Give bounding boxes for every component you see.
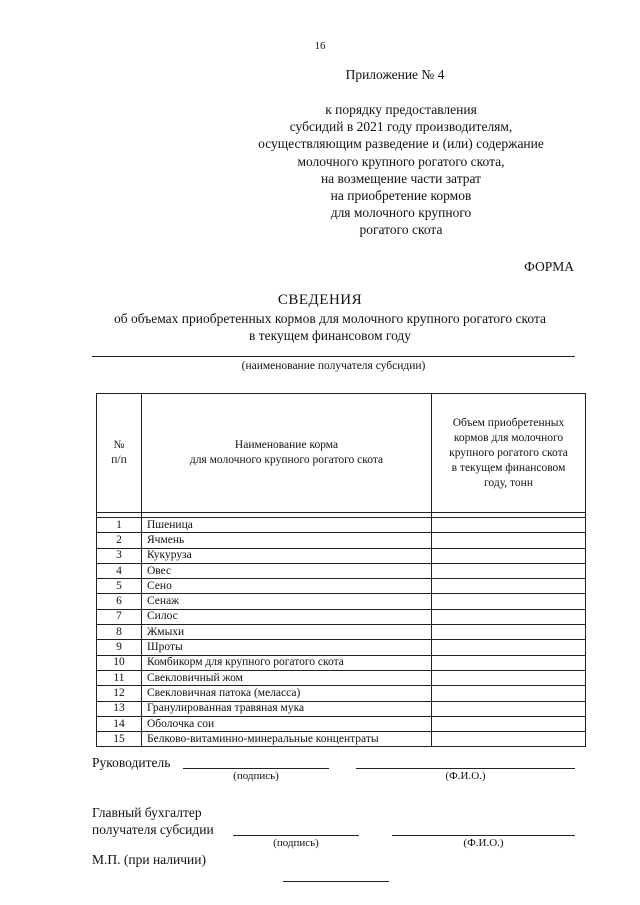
appendix-line: молочного крупного рогатого скота, <box>297 153 505 169</box>
form-label: ФОРМА <box>524 259 574 274</box>
accountant-fio-caption: (Ф.И.О.) <box>463 837 504 849</box>
table-row <box>97 563 586 578</box>
volume-cell[interactable] <box>432 625 586 640</box>
appendix-line: осуществляющим разведение и (или) содержание <box>258 136 544 152</box>
row-number-cell: 3 <box>97 548 142 563</box>
feed-name-cell: Гранулированная травяная мука <box>142 701 432 716</box>
feed-name-cell: Сенаж <box>142 594 432 609</box>
row-number-cell: 2 <box>97 533 142 548</box>
table-row <box>97 625 586 640</box>
volume-cell[interactable] <box>432 732 586 747</box>
feed-name-cell: Кукуруза <box>142 548 432 563</box>
header-num: № п/п <box>97 394 142 513</box>
feed-name-cell: Комбикорм для крупного рогатого скота <box>142 655 432 670</box>
header-volume: Объем приобретенных кормов для молочного крупного рогатого скота в текущем финансовом году, тонн <box>432 394 586 513</box>
row-number-cell: 4 <box>97 563 142 578</box>
recipient-caption: (наименование получателя субсидии) <box>241 360 426 372</box>
appendix-title: Приложение № 4 <box>345 67 445 82</box>
volume-cell[interactable] <box>432 594 586 609</box>
table-row <box>97 518 586 533</box>
volume-cell[interactable] <box>432 640 586 655</box>
table-body <box>97 518 586 747</box>
table-row <box>97 716 586 731</box>
row-number-cell: 8 <box>97 625 142 640</box>
feed-name-cell: Овес <box>142 563 432 578</box>
row-number-cell: 10 <box>97 655 142 670</box>
appendix-line: рогатого скота <box>359 222 443 238</box>
feed-table <box>96 393 586 747</box>
head-signature-line[interactable] <box>183 768 329 769</box>
table-row <box>97 609 586 624</box>
volume-cell[interactable] <box>432 579 586 594</box>
volume-cell[interactable] <box>432 670 586 685</box>
feed-name-cell: Пшеница <box>142 518 432 533</box>
table-row <box>97 686 586 701</box>
accountant-signature-caption: (подпись) <box>273 837 319 849</box>
appendix-line: на возмещение части затрат <box>320 170 482 186</box>
row-number-cell: 9 <box>97 640 142 655</box>
feed-name-cell: Шроты <box>142 640 432 655</box>
feed-name-cell: Свекловичная патока (меласса) <box>142 686 432 701</box>
feed-name-cell: Свекловичный жом <box>142 670 432 685</box>
volume-cell[interactable] <box>432 518 586 533</box>
feed-name-cell: Сено <box>142 579 432 594</box>
accountant-signature-line[interactable] <box>233 835 359 836</box>
volume-cell[interactable] <box>432 563 586 578</box>
row-number-cell: 6 <box>97 594 142 609</box>
volume-cell[interactable] <box>432 701 586 716</box>
feed-name-cell: Жмыхи <box>142 625 432 640</box>
row-number-cell: 11 <box>97 670 142 685</box>
appendix-line: субсидий в 2021 году производителям, <box>289 119 513 135</box>
feed-name-cell: Ячмень <box>142 533 432 548</box>
accountant-label-2: получателя субсидии <box>92 822 214 837</box>
volume-cell[interactable] <box>432 655 586 670</box>
document-title: СВЕДЕНИЯ <box>277 292 363 308</box>
table-row <box>97 670 586 685</box>
subtitle-line: об объемах приобретенных кормов для молочного крупного рогатого скота <box>113 311 547 326</box>
table-row <box>97 594 586 609</box>
row-number-cell: 12 <box>97 686 142 701</box>
feed-name-cell: Белково-витаминно-минеральные концентраты <box>142 732 432 747</box>
appendix-description <box>236 101 566 239</box>
appendix-line: к порядку предоставления <box>325 102 477 117</box>
volume-cell[interactable] <box>432 686 586 701</box>
table-row <box>97 655 586 670</box>
head-signature-caption: (подпись) <box>233 770 279 782</box>
head-fio-caption: (Ф.И.О.) <box>445 770 486 782</box>
volume-cell[interactable] <box>432 716 586 731</box>
accountant-label: Главный бухгалтер <box>92 805 202 820</box>
accountant-fio-line[interactable] <box>392 835 575 836</box>
document-subtitle <box>60 310 600 344</box>
stamp-label: М.П. (при наличии) <box>92 852 206 867</box>
row-number-cell: 1 <box>97 518 142 533</box>
row-number-cell: 5 <box>97 579 142 594</box>
volume-cell[interactable] <box>432 609 586 624</box>
table-row <box>97 533 586 548</box>
appendix-line: для молочного крупного <box>330 205 472 221</box>
volume-cell[interactable] <box>432 533 586 548</box>
table-row <box>97 701 586 716</box>
row-number-cell: 14 <box>97 716 142 731</box>
feed-name-cell: Силос <box>142 609 432 624</box>
table-row <box>97 640 586 655</box>
volume-cell[interactable] <box>432 548 586 563</box>
footer-line <box>283 881 389 882</box>
page-number: 16 <box>314 40 326 52</box>
row-number-cell: 15 <box>97 732 142 747</box>
table-row <box>97 732 586 747</box>
head-fio-line[interactable] <box>356 768 575 769</box>
header-feed-name: Наименование корма для молочного крупного рогатого скота <box>142 394 432 513</box>
appendix-line: на приобретение кормов <box>330 188 472 204</box>
feed-name-cell: Оболочка сои <box>142 716 432 731</box>
table-row <box>97 579 586 594</box>
head-label: Руководитель <box>92 755 171 770</box>
table-header-row <box>97 394 586 513</box>
row-number-cell: 7 <box>97 609 142 624</box>
recipient-name-line[interactable] <box>92 356 575 357</box>
subtitle-line: в текущем финансовом году <box>248 328 412 343</box>
table-row <box>97 548 586 563</box>
row-number-cell: 13 <box>97 701 142 716</box>
